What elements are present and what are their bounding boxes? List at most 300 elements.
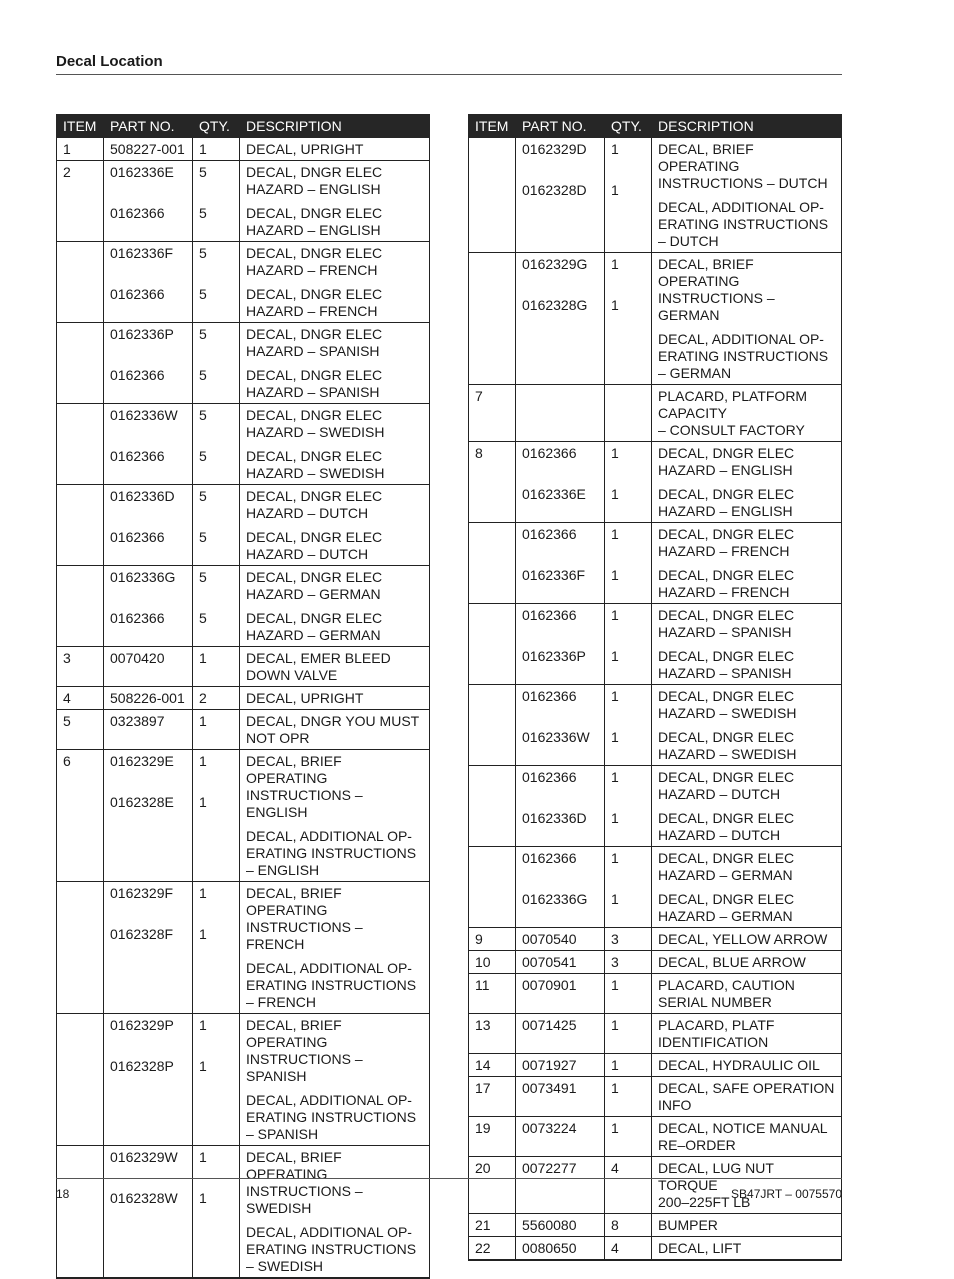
qty-cell	[605, 766, 652, 847]
quantity: 1	[611, 445, 619, 461]
item-cell	[57, 687, 104, 710]
part-number: 0162366	[110, 610, 165, 626]
description-line: HAZARD – DUTCH	[246, 546, 369, 562]
description-line: HAZARD – ENGLISH	[658, 462, 793, 478]
table-row	[469, 523, 842, 604]
description-line: DECAL, DNGR ELEC	[658, 769, 795, 785]
table-row	[469, 766, 842, 847]
description-line: DECAL, NOTICE MANUAL	[658, 1120, 828, 1136]
quantity	[611, 385, 645, 441]
part-number: 0162366	[522, 769, 577, 785]
part-number: 0070540	[522, 931, 577, 947]
item-number	[475, 685, 509, 690]
quantity: 5	[199, 529, 207, 545]
item-number: 20	[475, 1160, 491, 1176]
table-row	[469, 253, 842, 385]
description-line: DECAL, HYDRAULIC OIL	[658, 1057, 820, 1073]
part-number-cell	[516, 604, 605, 685]
description-line: HAZARD – DUTCH	[658, 827, 781, 843]
column-header-part-no: PART NO.	[516, 115, 605, 138]
description-line: PLACARD, PLATFORM	[658, 388, 808, 404]
description-line: DOWN VALVE	[246, 667, 338, 683]
description-line: DECAL, ADDITIONAL OP-	[246, 1224, 412, 1240]
part-number: 0162336D	[110, 488, 175, 504]
table-header-row	[469, 115, 842, 138]
description-cell	[652, 442, 842, 523]
item-number	[475, 253, 509, 258]
table-row	[57, 138, 430, 161]
table-row	[469, 138, 842, 253]
quantity: 1	[611, 256, 619, 272]
item-number: 6	[63, 753, 71, 769]
quantity: 1	[199, 926, 207, 942]
description-line: DECAL, DNGR ELEC	[246, 286, 383, 302]
part-number-cell	[104, 138, 193, 161]
quantity: 1	[611, 1120, 619, 1136]
table-row	[469, 1014, 842, 1054]
part-number: 0162328W	[110, 1190, 178, 1206]
part-number-cell	[516, 974, 605, 1014]
description-line: DECAL, DNGR ELEC	[658, 648, 795, 664]
description	[658, 724, 835, 765]
description	[246, 750, 423, 823]
item-number: 21	[475, 1217, 491, 1233]
item-cell	[57, 138, 104, 161]
part-number: 5560080	[522, 1217, 577, 1233]
description	[246, 200, 423, 241]
description-cell	[652, 951, 842, 974]
description-line: IDENTIFICATION	[658, 1034, 769, 1050]
part-number-cell	[516, 1054, 605, 1077]
item-cell	[57, 647, 104, 687]
item-number	[63, 404, 97, 409]
description	[658, 928, 835, 950]
table-row	[57, 404, 430, 485]
page-title: Decal Location	[56, 53, 842, 75]
qty-cell	[193, 161, 240, 242]
item-number	[63, 242, 97, 247]
qty-cell	[605, 951, 652, 974]
item-cell	[469, 1077, 516, 1117]
description-cell	[240, 687, 430, 710]
description	[658, 326, 835, 384]
quantity: 1	[199, 1149, 207, 1165]
part-number-cell	[104, 750, 193, 882]
description-cell	[652, 847, 842, 928]
description-line: SERIAL NUMBER	[658, 994, 772, 1010]
description-cell	[240, 1014, 430, 1146]
item-number: 19	[475, 1120, 491, 1136]
table-row	[57, 882, 430, 1014]
quantity: 1	[611, 567, 619, 583]
description-line: DECAL, SAFE OPERATION	[658, 1080, 835, 1096]
quantity: 1	[611, 810, 619, 826]
description-cell	[240, 882, 430, 1014]
quantity: 5	[199, 407, 207, 423]
description-line: DECAL, DNGR ELEC	[658, 486, 795, 502]
part-number: 0162336P	[110, 326, 174, 342]
quantity: 1	[611, 526, 619, 542]
item-number	[475, 847, 509, 852]
description-line: ERATING INSTRUCTIONS	[658, 348, 829, 364]
qty-cell	[193, 566, 240, 647]
part-number: 0162366	[110, 286, 165, 302]
quantity: 1	[611, 297, 619, 313]
description-line: INSTRUCTIONS – ENGLISH	[246, 787, 363, 820]
item-number: 1	[63, 141, 71, 157]
description-line: HAZARD – GERMAN	[246, 627, 381, 643]
description-line: HAZARD – GERMAN	[658, 867, 793, 883]
description-cell	[240, 710, 430, 750]
description-line: DECAL, LUG NUT TORQUE	[658, 1160, 774, 1193]
description	[658, 847, 835, 886]
description-line: – ENGLISH	[246, 862, 320, 878]
part-number: 0162366	[110, 205, 165, 221]
description-line: BUMPER	[658, 1217, 718, 1233]
item-number: 14	[475, 1057, 491, 1073]
table-row	[57, 1146, 430, 1279]
quantity: 4	[611, 1160, 619, 1176]
part-number-cell	[516, 766, 605, 847]
description	[658, 1054, 835, 1076]
description-line: DECAL, DNGR ELEC	[246, 164, 383, 180]
description	[246, 566, 423, 605]
item-cell	[469, 253, 516, 385]
part-number: 0162336G	[110, 569, 176, 585]
item-number: 4	[63, 690, 71, 706]
description-cell	[240, 1146, 430, 1279]
description	[246, 161, 423, 200]
item-cell	[57, 485, 104, 566]
part-number: 0071927	[522, 1057, 577, 1073]
description-line: – SWEDISH	[246, 1258, 324, 1274]
description-line: HAZARD – ENGLISH	[246, 222, 381, 238]
description-cell	[652, 685, 842, 766]
part-number: 0162366	[522, 526, 577, 542]
description-line: ERATING INSTRUCTIONS	[246, 845, 417, 861]
part-number: 0162329P	[110, 1017, 174, 1033]
description-line: ERATING INSTRUCTIONS	[246, 1109, 417, 1125]
quantity: 1	[199, 753, 207, 769]
description-line: DECAL, DNGR ELEC	[658, 729, 795, 745]
quantity: 5	[199, 367, 207, 383]
description-line: HAZARD – FRENCH	[658, 584, 790, 600]
description-cell	[652, 523, 842, 604]
part-number: 0162329E	[110, 753, 174, 769]
quantity: 1	[199, 885, 207, 901]
table-row	[469, 1117, 842, 1157]
quantity: 1	[199, 794, 207, 810]
quantity: 1	[199, 1190, 207, 1206]
part-number: 0162366	[110, 448, 165, 464]
description	[658, 805, 835, 846]
part-number-cell	[516, 951, 605, 974]
description-line: – FRENCH	[246, 994, 317, 1010]
description-line: PLACARD, CAUTION	[658, 977, 795, 993]
quantity: 5	[199, 448, 207, 464]
description-line: DECAL, DNGR ELEC	[246, 448, 383, 464]
item-number: 7	[475, 388, 483, 404]
qty-cell	[605, 685, 652, 766]
description-line: DECAL, BRIEF OPERATING	[658, 141, 754, 174]
description	[658, 138, 835, 194]
item-cell	[57, 882, 104, 1014]
description-cell	[240, 566, 430, 647]
item-number: 5	[63, 713, 71, 729]
description-line: DECAL, DNGR ELEC	[246, 488, 383, 504]
quantity: 1	[199, 1058, 207, 1074]
table-row	[57, 647, 430, 687]
part-number: 0162328E	[110, 794, 174, 810]
table-row	[469, 1054, 842, 1077]
part-number-cell	[104, 323, 193, 404]
table-row	[57, 687, 430, 710]
qty-cell	[193, 138, 240, 161]
part-number-cell	[104, 647, 193, 687]
description-line: DECAL, DNGR ELEC	[658, 445, 795, 461]
description	[246, 404, 423, 443]
parts-table-left	[56, 114, 430, 1279]
qty-cell	[605, 138, 652, 253]
part-number-cell	[104, 485, 193, 566]
description-line: DECAL, ADDITIONAL OP-	[658, 331, 824, 347]
quantity: 5	[199, 286, 207, 302]
description-line: DECAL, DNGR ELEC	[246, 367, 383, 383]
description-line: CAPACITY	[658, 405, 727, 421]
quantity: 1	[611, 607, 619, 623]
item-cell	[469, 442, 516, 523]
item-cell	[469, 847, 516, 928]
qty-cell	[605, 1077, 652, 1117]
quantity: 5	[199, 245, 207, 261]
description	[246, 823, 423, 881]
description-cell	[652, 974, 842, 1014]
part-number	[522, 385, 598, 441]
part-number-cell	[104, 687, 193, 710]
description-cell	[240, 647, 430, 687]
part-number: 0162336G	[522, 891, 588, 907]
description	[246, 687, 423, 709]
part-number: 0162336P	[522, 648, 586, 664]
description-line: – SPANISH	[246, 1126, 319, 1142]
page-number: 18	[56, 1187, 70, 1201]
description-cell	[652, 1237, 842, 1261]
description-cell	[652, 766, 842, 847]
qty-cell	[605, 1117, 652, 1157]
description-cell	[652, 1054, 842, 1077]
description-cell	[652, 138, 842, 253]
item-number	[475, 604, 509, 609]
quantity: 1	[611, 850, 619, 866]
description-line: INSTRUCTIONS – GERMAN	[658, 290, 775, 323]
description-cell	[240, 161, 430, 242]
quantity: 1	[611, 1080, 619, 1096]
description-line: DECAL, DNGR ELEC	[658, 810, 795, 826]
qty-cell	[193, 242, 240, 323]
item-number: 9	[475, 931, 483, 947]
part-number: 0162328G	[522, 297, 588, 313]
table-row	[57, 323, 430, 404]
description	[246, 443, 423, 484]
description-line: 200–225FT LB	[658, 1194, 751, 1210]
description-line: RE–ORDER	[658, 1137, 736, 1153]
item-cell	[57, 323, 104, 404]
description-line: DECAL, ADDITIONAL OP-	[658, 199, 824, 215]
description	[246, 647, 423, 686]
part-number: 0162328P	[110, 1058, 174, 1074]
description-line: HAZARD – FRENCH	[246, 303, 378, 319]
item-number: 2	[63, 164, 71, 180]
description-cell	[240, 750, 430, 882]
description-line: DECAL, DNGR ELEC	[658, 607, 795, 623]
description-line: DECAL, DNGR ELEC	[658, 850, 795, 866]
item-cell	[57, 242, 104, 323]
description	[658, 643, 835, 684]
quantity: 1	[611, 141, 619, 157]
quantity: 5	[199, 488, 207, 504]
description	[658, 194, 835, 252]
description	[246, 281, 423, 322]
description-line: INSTRUCTIONS – DUTCH	[658, 175, 828, 191]
description-line: DECAL, BRIEF OPERATING	[246, 885, 342, 918]
qty-cell	[193, 404, 240, 485]
description-line: HAZARD – ENGLISH	[658, 503, 793, 519]
description-line: PLACARD, PLATF	[658, 1017, 775, 1033]
description-cell	[240, 242, 430, 323]
table-row	[57, 750, 430, 882]
part-number: 0162366	[522, 445, 577, 461]
qty-cell	[605, 442, 652, 523]
qty-cell	[193, 485, 240, 566]
table-row	[57, 485, 430, 566]
item-cell	[469, 523, 516, 604]
table-row	[469, 1237, 842, 1261]
table-row	[469, 442, 842, 523]
qty-cell	[193, 647, 240, 687]
description-line: ERATING INSTRUCTIONS	[246, 977, 417, 993]
description-line: HAZARD – SWEDISH	[658, 746, 797, 762]
item-cell	[469, 385, 516, 442]
item-cell	[469, 604, 516, 685]
quantity: 3	[611, 954, 619, 970]
item-number	[63, 1014, 97, 1019]
item-cell	[469, 1214, 516, 1237]
quantity: 1	[611, 1017, 619, 1033]
table-row	[469, 847, 842, 928]
table-row	[469, 974, 842, 1014]
column-header-qty: QTY.	[193, 115, 240, 138]
description-line: HAZARD – SPANISH	[246, 384, 380, 400]
part-number: 0323897	[110, 713, 165, 729]
part-number-cell	[104, 1146, 193, 1279]
item-number	[475, 766, 509, 771]
item-cell	[57, 161, 104, 242]
description-line: HAZARD – FRENCH	[658, 543, 790, 559]
item-cell	[57, 566, 104, 647]
table-row	[57, 161, 430, 242]
qty-cell	[605, 523, 652, 604]
item-cell	[57, 404, 104, 485]
table-row	[469, 1077, 842, 1117]
part-number: 0162336E	[110, 164, 174, 180]
description	[658, 1117, 835, 1156]
description	[246, 138, 423, 160]
quantity: 1	[611, 182, 619, 198]
quantity: 5	[199, 164, 207, 180]
description-line: DECAL, DNGR ELEC	[246, 245, 383, 261]
description	[658, 1237, 835, 1259]
quantity: 5	[199, 610, 207, 626]
part-number: 0162336W	[110, 407, 178, 423]
quantity: 1	[611, 729, 619, 745]
description-line: – DUTCH	[658, 233, 719, 249]
item-number	[63, 566, 97, 571]
quantity: 4	[611, 1240, 619, 1256]
item-cell	[57, 750, 104, 882]
description-line: DECAL, BRIEF OPERATING	[246, 753, 342, 786]
part-number: 0162336W	[522, 729, 590, 745]
description-line: ERATING INSTRUCTIONS	[246, 1241, 417, 1257]
table-row	[469, 604, 842, 685]
description	[658, 481, 835, 522]
parts-table-right	[468, 114, 842, 1261]
item-number	[63, 485, 97, 490]
part-number-cell	[516, 847, 605, 928]
description-line: HAZARD – ENGLISH	[246, 181, 381, 197]
description	[658, 1214, 835, 1236]
part-number: 0162366	[522, 688, 577, 704]
qty-cell	[193, 710, 240, 750]
description-line: DECAL, UPRIGHT	[246, 690, 364, 706]
description-cell	[652, 1077, 842, 1117]
description-cell	[652, 1214, 842, 1237]
part-number: 0073224	[522, 1120, 577, 1136]
quantity: 1	[611, 486, 619, 502]
table-row	[469, 685, 842, 766]
description-cell	[652, 928, 842, 951]
column-header-item: ITEM	[57, 115, 104, 138]
item-cell	[469, 138, 516, 253]
item-number: 13	[475, 1017, 491, 1033]
part-number: 0070420	[110, 650, 165, 666]
part-number-cell	[104, 1014, 193, 1146]
description-line: HAZARD – SPANISH	[658, 624, 792, 640]
description-line: DECAL, BRIEF OPERATING	[246, 1149, 342, 1182]
qty-cell	[605, 847, 652, 928]
part-number-cell	[516, 253, 605, 385]
description	[246, 710, 423, 749]
part-number: 0070901	[522, 977, 577, 993]
quantity: 2	[199, 690, 207, 706]
part-number: 0162336F	[110, 245, 174, 261]
qty-cell	[193, 882, 240, 1014]
description-line: HAZARD – FRENCH	[246, 262, 378, 278]
description-line: HAZARD – SWEDISH	[246, 465, 385, 481]
quantity: 1	[611, 688, 619, 704]
quantity: 1	[199, 1017, 207, 1033]
item-cell	[469, 1237, 516, 1261]
quantity: 5	[199, 205, 207, 221]
description-line: ERATING INSTRUCTIONS	[658, 216, 829, 232]
description-line: DECAL, DNGR ELEC	[246, 407, 383, 423]
qty-cell	[605, 385, 652, 442]
description-line: DECAL, DNGR ELEC	[246, 529, 383, 545]
description-line: HAZARD – GERMAN	[658, 908, 793, 924]
item-cell	[469, 766, 516, 847]
qty-cell	[605, 253, 652, 385]
description-cell	[652, 604, 842, 685]
column-header-qty: QTY.	[605, 115, 652, 138]
